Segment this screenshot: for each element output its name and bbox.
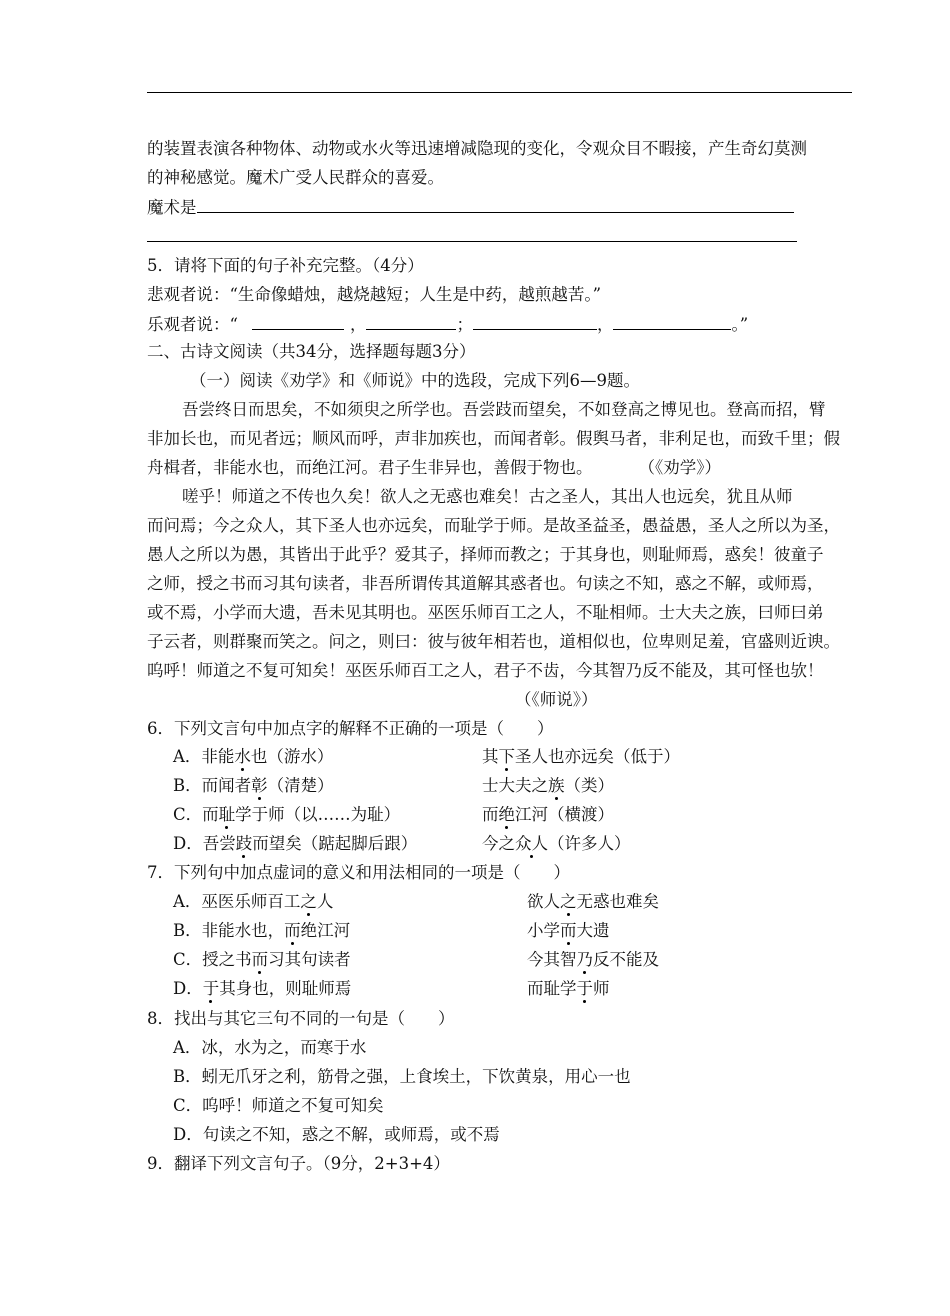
emphasis-dotted-char: 于 [202,979,220,998]
option-text: D．吾尝 [173,834,236,853]
option-text: C．而 [173,805,219,824]
q6-title: 6．下列文言句中加点字的解释不正确的一项是（ ） [147,719,554,738]
option-text: 学于师（以……为耻） [235,805,401,824]
q6-option-c-right [482,804,614,826]
q7-option-b[interactable] [173,920,350,942]
intro-line-1: 的装置表演各种物体、动物或水火等迅速增减隐现的变化，令观众目不暇接，产生奇幻莫测 [147,139,807,158]
option-text: 其 [482,747,499,766]
emphasis-dotted-char: 族 [548,776,565,795]
answer-blank-1[interactable] [197,196,794,213]
section2-sub1: （一）阅读《劝学》和《师说》中的选段，完成下列6—9题。 [190,371,640,390]
option-text: 而望矣（踮起脚后跟） [252,834,418,853]
emphasis-dotted-char: 之 [560,892,577,911]
quanxue-line-3 [147,457,721,479]
q5-blank-1[interactable] [252,313,344,330]
option-text: 无惑也难矣 [576,892,659,911]
option-text: 圣人也亦远矣（低于） [515,747,680,766]
option-text: 今之 [482,834,515,853]
q7-option-c[interactable] [173,949,351,971]
q6-option-a-right [482,746,680,768]
option-text: 其身也，则耻师焉 [219,979,352,998]
option-text: 小学 [527,921,560,940]
emphasis-dotted-char: 水 [234,747,251,766]
option-text: 绝江河 [300,921,351,940]
option-text: B．而闻者 [173,776,252,795]
header-rule [147,92,852,93]
option-text: B．非能水也， [173,921,285,940]
shishuo-line-5: 或不焉，小学而大遗，吾未见其明也。巫医乐师百工之人，不耻相师。士大夫之族，曰师曰弟 [147,603,824,622]
option-text: （清楚） [267,776,334,795]
option-text: 人 [316,892,334,911]
q7-option-a-right [527,891,659,913]
option-text: 大遗 [576,921,610,940]
q6-option-c[interactable] [173,804,400,826]
q6-option-b-right [482,775,614,797]
quanxue-line-3-text: 舟楫者，非能水也，而绝江河。君子生非异也，善假于物也。 [147,458,593,477]
shishuo-line-7: 呜呼！师道之不复可知矣！巫医乐师百工之人，君子不齿，今其智乃反不能及，其可怪也欤！ [147,661,824,680]
emphasis-dotted-char: 之 [300,892,317,911]
emphasis-dotted-char: 跂 [235,834,253,853]
answer-line [147,196,794,219]
optimist-end: 。” [731,315,749,334]
emphasis-dotted-char: 而 [560,921,577,940]
option-text: C．授之书 [173,950,252,969]
shishuo-source: （《师说》） [515,690,598,709]
emphasis-dotted-char: 彰 [251,776,268,795]
q8-title: 8．找出与其它三句不同的一句是（ ） [147,1009,455,1028]
emphasis-dotted-char: 乃 [576,950,593,969]
punct: ， [596,315,614,334]
option-text: 而 [482,805,499,824]
q5-pessimist: 悲观者说：“生命像蜡烛，越烧越短；人生是中药，越煎越苦。” [147,285,602,304]
punct: ， [349,315,367,334]
emphasis-dotted-char: 于 [576,979,593,998]
q6-option-d-right [482,833,631,855]
option-text: 反不能及 [593,950,659,969]
intro-line-2: 的神秘感觉。魔术广受人民群众的喜爱。 [147,168,444,187]
emphasis-dotted-char: 而 [284,921,301,940]
quanxue-source: （《劝学》） [638,458,721,477]
section2-title: 二、古诗文阅读（共34分，选择题每题3分） [147,342,476,361]
shishuo-line-2: 而问焉；今之众人，其下圣人也亦远矣，而耻学于师。是故圣益圣，愚益愚，圣人之所以为圣， [147,516,840,535]
q7-option-c-right [527,949,659,971]
punct: ； [456,315,473,334]
q7-title: 7．下列句中加点虚词的意义和用法相同的一项是（ ） [147,863,570,882]
emphasis-dotted-char: 众人 [515,834,548,853]
shishuo-line-4: 之师，授之书而习其句读者，非吾所谓传其道解其惑者也。句读之不知，惑之不解，或师焉， [147,574,824,593]
q7-option-d[interactable] [173,978,351,1000]
shishuo-line-3: 愚人之所以为愚，其皆出于此乎？爱其子，择师而教之；于其身也，则耻师焉，惑矣！彼童子 [147,545,824,564]
shishuo-line-6: 子云者，则群聚而笑之。问之，则曰：彼与彼年相若也，道相似也，位卑则足羞，官盛则近谀。 [147,632,840,651]
option-text: 也（游水） [250,747,334,766]
emphasis-dotted-char: 耻 [218,805,236,824]
option-text: 而耻学 [527,979,577,998]
option-text: （类） [564,776,614,795]
option-text: 今其智 [527,950,577,969]
shishuo-line-1: 嗟乎！师道之不传也久矣！欲人之无惑也难矣！古之圣人，其出人也远矣，犹且从师 [182,487,793,506]
q8-option-b[interactable]: B．蚓无爪牙之利，筋骨之强，上食埃土，下饮黄泉，用心一也 [173,1067,631,1086]
q6-option-d[interactable] [173,833,417,855]
q5-title: 5．请将下面的句子补充完整。（4分） [147,256,424,275]
option-text: D． [173,979,203,998]
q7-option-b-right [527,920,610,942]
answer-label: 魔术是 [147,198,197,217]
q6-option-b[interactable] [173,775,334,797]
answer-blank-2[interactable] [147,241,797,242]
option-text: 士大夫之 [482,776,548,795]
q6-option-a[interactable] [173,746,333,768]
emphasis-dotted-char: 下 [498,747,515,766]
q8-option-d[interactable]: D．句读之不知，惑之不解，或师焉，或不焉 [173,1125,500,1144]
q5-blank-4[interactable] [613,313,731,330]
quanxue-line-2: 非加长也，而见者远；顺风而呼，声非加疾也，而闻者彰。假舆马者，非利足也，而致千里；假 [147,429,840,448]
q5-blank-2[interactable] [366,313,456,330]
quanxue-line-1: 吾尝终日而思矣，不如须臾之所学也。吾尝跂而望矣，不如登高之博见也。登高而招，臂 [182,400,826,419]
emphasis-dotted-char: 而 [251,950,269,969]
q8-option-a[interactable]: A．冰，水为之，而寒于水 [173,1038,367,1057]
option-text: A．巫医乐师百工 [173,892,301,911]
q5-blank-3[interactable] [473,313,597,330]
emphasis-dotted-char: 绝 [498,805,515,824]
q9-title: 9．翻译下列文言句子。（9分，2+3+4） [147,1154,450,1173]
q8-option-c[interactable]: C．呜呼！师道之不复可知矣 [173,1096,384,1115]
q7-option-a[interactable] [173,891,333,913]
option-text: 欲人 [527,892,560,911]
option-text: 习其句读者 [268,950,351,969]
option-text: 江河（横渡） [515,805,614,824]
option-text: （许多人） [548,834,631,853]
q5-optimist [147,313,748,336]
optimist-prefix: 乐观者说：“ [147,315,238,334]
option-text: A．非能 [173,747,235,766]
option-text: 师 [593,979,610,998]
q7-option-d-right [527,978,610,1000]
